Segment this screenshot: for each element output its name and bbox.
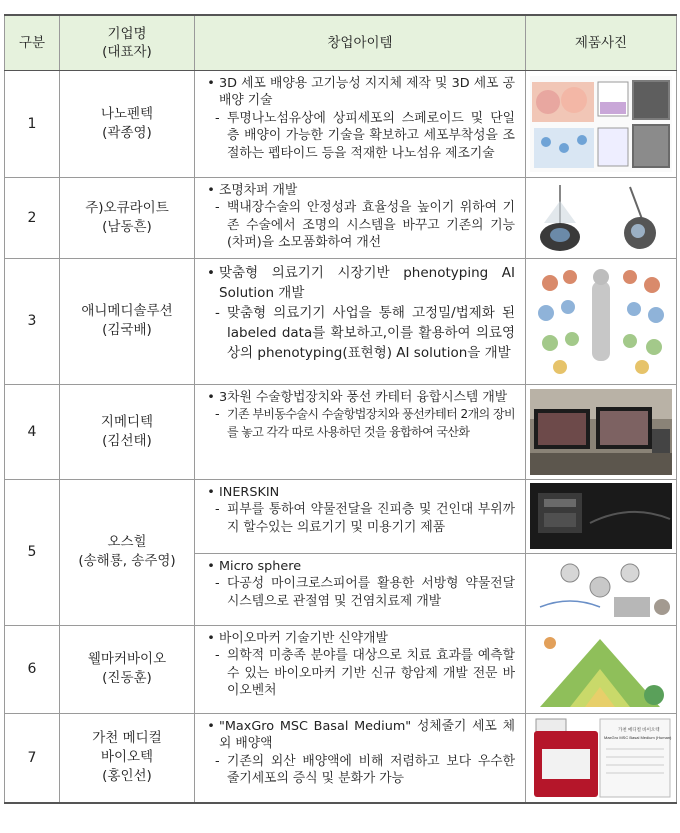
item-title: Micro sphere: [219, 558, 302, 574]
bullet-marker: •: [207, 558, 215, 574]
item-detail: 피부를 통하여 약물전달을 진피층 및 건인대 부위까지 할수있는 의료기기 및 미용기기 제품: [227, 502, 515, 535]
row-number: 5: [5, 479, 60, 625]
dash-marker: -: [215, 110, 220, 126]
company-name: 나노펜텍 (곽종영): [60, 70, 195, 177]
item-cell: [195, 258, 526, 384]
dash-marker: -: [215, 200, 220, 215]
company-name: 애니메디솔루션 (김국배): [60, 258, 195, 384]
header-photo: 제품사진: [526, 15, 677, 70]
row-number: 2: [5, 177, 60, 258]
bullet-marker: •: [207, 484, 215, 500]
product-photo-navigation: [530, 389, 672, 475]
startup-table: [4, 14, 677, 804]
bullet-marker: •: [207, 389, 215, 405]
item-title: 맞춤형 의료기기 시장기반 phenotyping AI Solution 개발: [219, 264, 515, 301]
product-photo-chopper: [530, 181, 672, 255]
photo-cell: [526, 713, 677, 803]
company-name: 오스힐 (송해룡, 송주영): [60, 479, 195, 625]
item-detail: 투명나노섬유상에 상피세포의 스페로이드 및 단일층 배양이 가능한 기술을 확보하고 세포부착성을 조절하는 펩타이드 등을 적재한 나노섬유 제조기술: [227, 110, 515, 161]
table-row: [5, 258, 677, 384]
bullet-marker: •: [207, 182, 215, 198]
item-cell: [195, 553, 526, 625]
item-detail: 기존 부비동수술시 수술항법장치와 풍선카테터 2개의 장비를 놓고 각각 따로 사용하던 것을 융합하여 국산화: [227, 407, 515, 439]
item-detail: 맞춤형 의료기기 사업을 통해 고정밀/법제화 된 labeled data를 확보하고,이를 활용하여 의료영상의 phenotyping(표현형) AI solution을 개발: [227, 304, 515, 361]
photo-cell: [526, 177, 677, 258]
photo-cell: [526, 553, 677, 625]
row-number: 6: [5, 625, 60, 713]
dash-marker: -: [215, 753, 220, 769]
dash-marker: -: [215, 502, 220, 517]
product-photo-phenotyping: [530, 263, 672, 379]
dash-marker: -: [215, 304, 220, 321]
item-title: 3차원 수술항법장치와 풍선 카테터 융합시스템 개발: [219, 389, 508, 405]
table-row: [5, 713, 677, 803]
item-cell: [195, 177, 526, 258]
product-photo-maxgro: [530, 717, 672, 799]
table-row: [5, 384, 677, 479]
table-row: [5, 479, 677, 553]
product-photo-biomarker: [530, 629, 672, 709]
bullet-marker: •: [207, 630, 215, 646]
header-item: 창업아이템: [195, 15, 526, 70]
photo-product-text: MaxGro MSC Basal Medium (Human): [604, 734, 672, 740]
table-row: [5, 625, 677, 713]
item-title: "MaxGro MSC Basal Medium" 성체줄기 세포 체외 배양액: [219, 718, 515, 751]
company-name: 주)오큐라이트 (남동흔): [60, 177, 195, 258]
item-title: 3D 세포 배양용 고기능성 지지체 제작 및 3D 세포 공배양 기술: [219, 75, 515, 108]
product-photo-nanofiber: [530, 76, 672, 172]
product-photo-microsphere: [530, 557, 672, 621]
photo-cell: [526, 384, 677, 479]
item-cell: [195, 479, 526, 553]
item-detail: 다공성 마이크로스피어를 활용한 서방형 약물전달 시스템으로 관절염 및 건염치료제 개발: [227, 576, 515, 609]
item-title: 조명차퍼 개발: [219, 182, 298, 198]
item-cell: [195, 713, 526, 803]
item-title: 바이오마커 기술기반 신약개발: [219, 630, 388, 646]
bullet-marker: •: [207, 718, 215, 734]
row-number: 3: [5, 258, 60, 384]
item-cell: [195, 70, 526, 177]
photo-cell: [526, 258, 677, 384]
item-detail: 백내장수술의 안정성과 효율성을 높이기 위하여 기존 수술에서 조명의 시스템을 바꾸고 기존의 기능(차퍼)을 소모품화하여 개선: [227, 200, 515, 250]
photo-cell: [526, 70, 677, 177]
table-row: [5, 177, 677, 258]
bullet-marker: •: [207, 264, 215, 281]
item-cell: [195, 384, 526, 479]
bullet-marker: •: [207, 75, 215, 91]
company-name: 웰마커바이오 (진동훈): [60, 625, 195, 713]
company-name: 가천 메디컬 바이오텍 (홍인선): [60, 713, 195, 803]
item-cell: [195, 625, 526, 713]
dash-marker: -: [215, 407, 220, 422]
row-number: 1: [5, 70, 60, 177]
photo-brand-text: 가천 메디컬 바이오텍: [618, 726, 660, 732]
item-title: INERSKIN: [219, 484, 280, 500]
dash-marker: -: [215, 576, 220, 591]
row-number: 4: [5, 384, 60, 479]
dash-marker: -: [215, 648, 220, 663]
item-detail: 기존의 외산 배양액에 비해 저렴하고 보다 우수한 줄기세포의 증식 및 분화가 가능: [227, 753, 515, 786]
header-no: 구분: [5, 15, 60, 70]
row-number: 7: [5, 713, 60, 803]
product-photo-inerskin: [530, 483, 672, 549]
header-row: [5, 15, 677, 70]
company-name: 지메디텍 (김선태): [60, 384, 195, 479]
table-row: [5, 70, 677, 177]
photo-cell: [526, 479, 677, 553]
item-detail: 의학적 미충족 분야를 대상으로 치료 효과를 예측할 수 있는 바이오마커 기반 신규 항암제 개발 전문 바이오벤처: [227, 648, 515, 698]
header-company: 기업명 (대표자): [60, 15, 195, 70]
photo-cell: [526, 625, 677, 713]
